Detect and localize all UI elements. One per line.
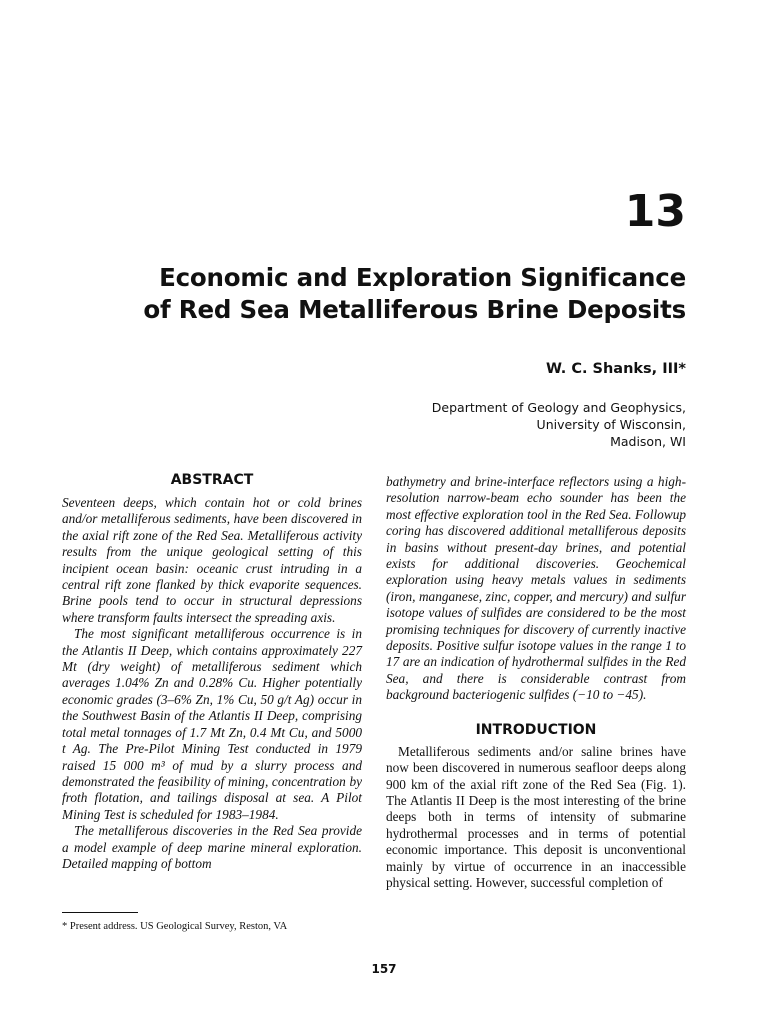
footnote: * Present address. US Geological Survey, Reston, VA	[62, 921, 288, 932]
abstract-paragraph-2: The most significant metalliferous occurrence is in the Atlantis II Deep, which contains approximately 227 Mt (dry weight) of metalliferous sediment which averages 1.04% Zn and 0.28% Cu. Higher potentially economic grades (3–6% Zn, 1% Cu, 50 g/t Ag) occur in the Southwest Basin of the Atlantis II Deep, comprising total metal tonnages of 1.7 Mt Zn, 0.4 Mt Cu, and 5000 t Ag. The Pre-Pilot Mining Test conducted in 1979 raised 15 000 m³ of mud by a slurry process and demonstrated the feasibility of mining, concentration by froth flotation, and tailings disposal at sea. A Pilot Mining Test is scheduled for 1983–1984.	[62, 626, 362, 822]
author-affiliation	[432, 399, 686, 450]
introduction-paragraph-1: Metalliferous sediments and/or saline brines have now been discovered in numerous seafloor deeps along 900 km of the axial rift zone of the Red Sea (Fig. 1). The Atlantis II Deep is the most interesting of the brine deeps both in terms of intensity of submarine hydrothermal processes and in terms of potential economic importance. This deposit is unconventional mainly by virtue of occurrence in an inaccessible physical setting. However, successful completion of	[386, 743, 686, 890]
chapter-number: 13	[624, 186, 686, 237]
affiliation-line-2: University of Wisconsin,	[536, 417, 686, 432]
abstract-paragraph-continued: bathymetry and brine-interface reflectors using a high-resolution narrow-beam echo sounder has been the most effective exploration tool in the Red Sea. Followup coring has discovered additional metalliferous deposits in basins without present-day brines, and potential exists for additional discoveries. Geochemical exploration using heavy metals values in sediments (iron, manganese, zinc, copper, and mercury) and sulfur isotope values of sulfides are considered to be the most promising techniques for discovery of currently inactive deposits. Positive sulfur isotope values in the range 1 to 17 are an indication of hydrothermal sulfides in the Red Sea, and there is considerable contrast from background bacteriogenic sulfides (−10 to −45).	[386, 474, 686, 703]
footnote-rule	[62, 912, 138, 913]
affiliation-line-3: Madison, WI	[610, 434, 686, 449]
right-column	[386, 474, 686, 891]
abstract-paragraph-1: Seventeen deeps, which contain hot or cold brines and/or metalliferous sediments, have been discovered in the axial rift zone of the Red Sea. Metalliferous activity results from the unique geological setting of this incipient ocean basin: oceanic crust intruding in a central rift zone flanked by thick evaporite sequences. Brine pools tend to occur in structural depressions where transform faults intersect the spreading axis.	[62, 495, 362, 625]
affiliation-line-1: Department of Geology and Geophysics,	[431, 400, 686, 415]
abstract-paragraph-3: The metalliferous discoveries in the Red Sea provide a model example of deep marine mineral exploration. Detailed mapping of bottom	[62, 823, 362, 871]
left-column	[62, 472, 362, 872]
chapter-title	[60, 262, 686, 326]
introduction-heading: INTRODUCTION	[475, 721, 597, 738]
title-line-1: Economic and Exploration Significance	[159, 263, 686, 292]
author-name: W. C. Shanks, III*	[545, 361, 686, 377]
page-number: 157	[371, 962, 397, 976]
title-line-2: of Red Sea Metalliferous Brine Deposits	[143, 295, 686, 324]
abstract-heading: ABSTRACT	[170, 472, 254, 488]
